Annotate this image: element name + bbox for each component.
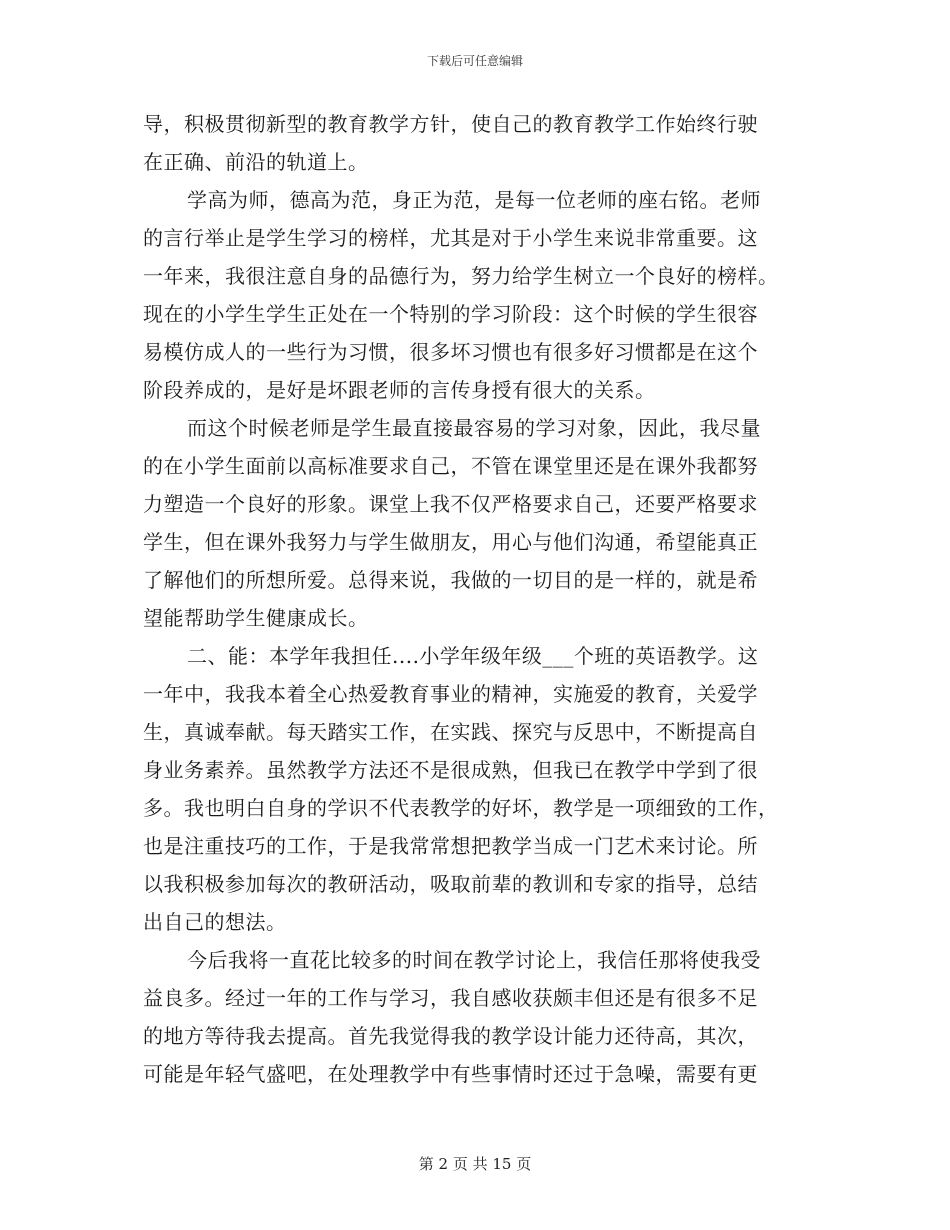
text-line: 而这个时候老师是学生最直接最容易的学习对象，因此，我尽量 <box>187 416 761 440</box>
paragraph <box>143 105 808 181</box>
text-line: 易模仿成人的一些行为习惯，很多坏习惯也有很多好习惯都是在这个 <box>143 340 758 364</box>
text-line: 多。我也明白自身的学识不代表教学的好坏，教学是一项细致的工作， <box>143 796 779 820</box>
text-line: 力塑造一个良好的形象。课堂上我不仅严格要求自己，还要严格要求 <box>143 492 758 516</box>
text-line: 导，积极贯彻新型的教育教学方针，使自己的教育教学工作始终行驶 <box>143 112 758 136</box>
document-body <box>143 105 808 1093</box>
text-line: 阶段养成的，是好是坏跟老师的言传身授有很大的关系。 <box>143 378 656 402</box>
page-number-footer: 第 2 页 共 15 页 <box>418 1155 532 1173</box>
text-line: 的言行举止是学生学习的榜样，尤其是对于小学生来说非常重要。这 <box>143 226 758 250</box>
paragraph <box>143 637 808 941</box>
text-line: 的在小学生面前以高标准要求自己，不管在课堂里还是在课外我都努 <box>143 454 758 478</box>
paragraph <box>143 941 808 1093</box>
text-line: 一年来，我很注意自身的品德行为，努力给学生树立一个良好的榜样。 <box>143 264 779 288</box>
text-line: 望能帮助学生健康成长。 <box>143 606 369 630</box>
text-line: 生，真诚奉献。每天踏实工作，在实践、探究与反思中，不断提高自 <box>143 720 758 744</box>
paragraph <box>143 181 808 409</box>
text-line: 在正确、前沿的轨道上。 <box>143 150 369 174</box>
text-line: 一年中，我我本着全心热爱教育事业的精神，实施爱的教育，关爱学 <box>143 682 758 706</box>
text-line: 益良多。经过一年的工作与学习，我自感收获颇丰但还是有很多不足 <box>143 986 758 1010</box>
text-line: 也是注重技巧的工作，于是我常常想把教学当成一门艺术来讨论。所 <box>143 834 758 858</box>
text-line: 学生，但在课外我努力与学生做朋友，用心与他们沟通，希望能真正 <box>143 530 758 554</box>
text-line: 二、能：本学年我担任....小学年级年级___个班的英语教学。这 <box>187 644 759 668</box>
text-line: 今后我将一直花比较多的时间在教学讨论上，我信任那将使我受 <box>187 948 761 972</box>
paragraph <box>143 409 808 637</box>
text-line: 学高为师，德高为范，身正为范，是每一位老师的座右铭。老师 <box>187 188 761 212</box>
text-line: 的地方等待我去提高。首先我觉得我的教学设计能力还待高，其次， <box>143 1024 758 1048</box>
text-line: 了解他们的所想所爱。总得来说，我做的一切目的是一样的，就是希 <box>143 568 758 592</box>
text-line: 以我积极参加每次的教研活动，吸取前辈的教训和专家的指导，总结 <box>143 872 758 896</box>
page-header: 下载后可任意编辑 <box>426 54 523 68</box>
text-line: 出自己的想法。 <box>143 910 287 934</box>
text-line: 现在的小学生学生正处在一个特别的学习阶段：这个时候的学生很容 <box>143 302 758 326</box>
text-line: 可能是年轻气盛吧，在处理教学中有些事情时还过于急噪，需要有更 <box>143 1062 758 1086</box>
text-line: 身业务素养。虽然教学方法还不是很成熟，但我已在教学中学到了很 <box>143 758 758 782</box>
